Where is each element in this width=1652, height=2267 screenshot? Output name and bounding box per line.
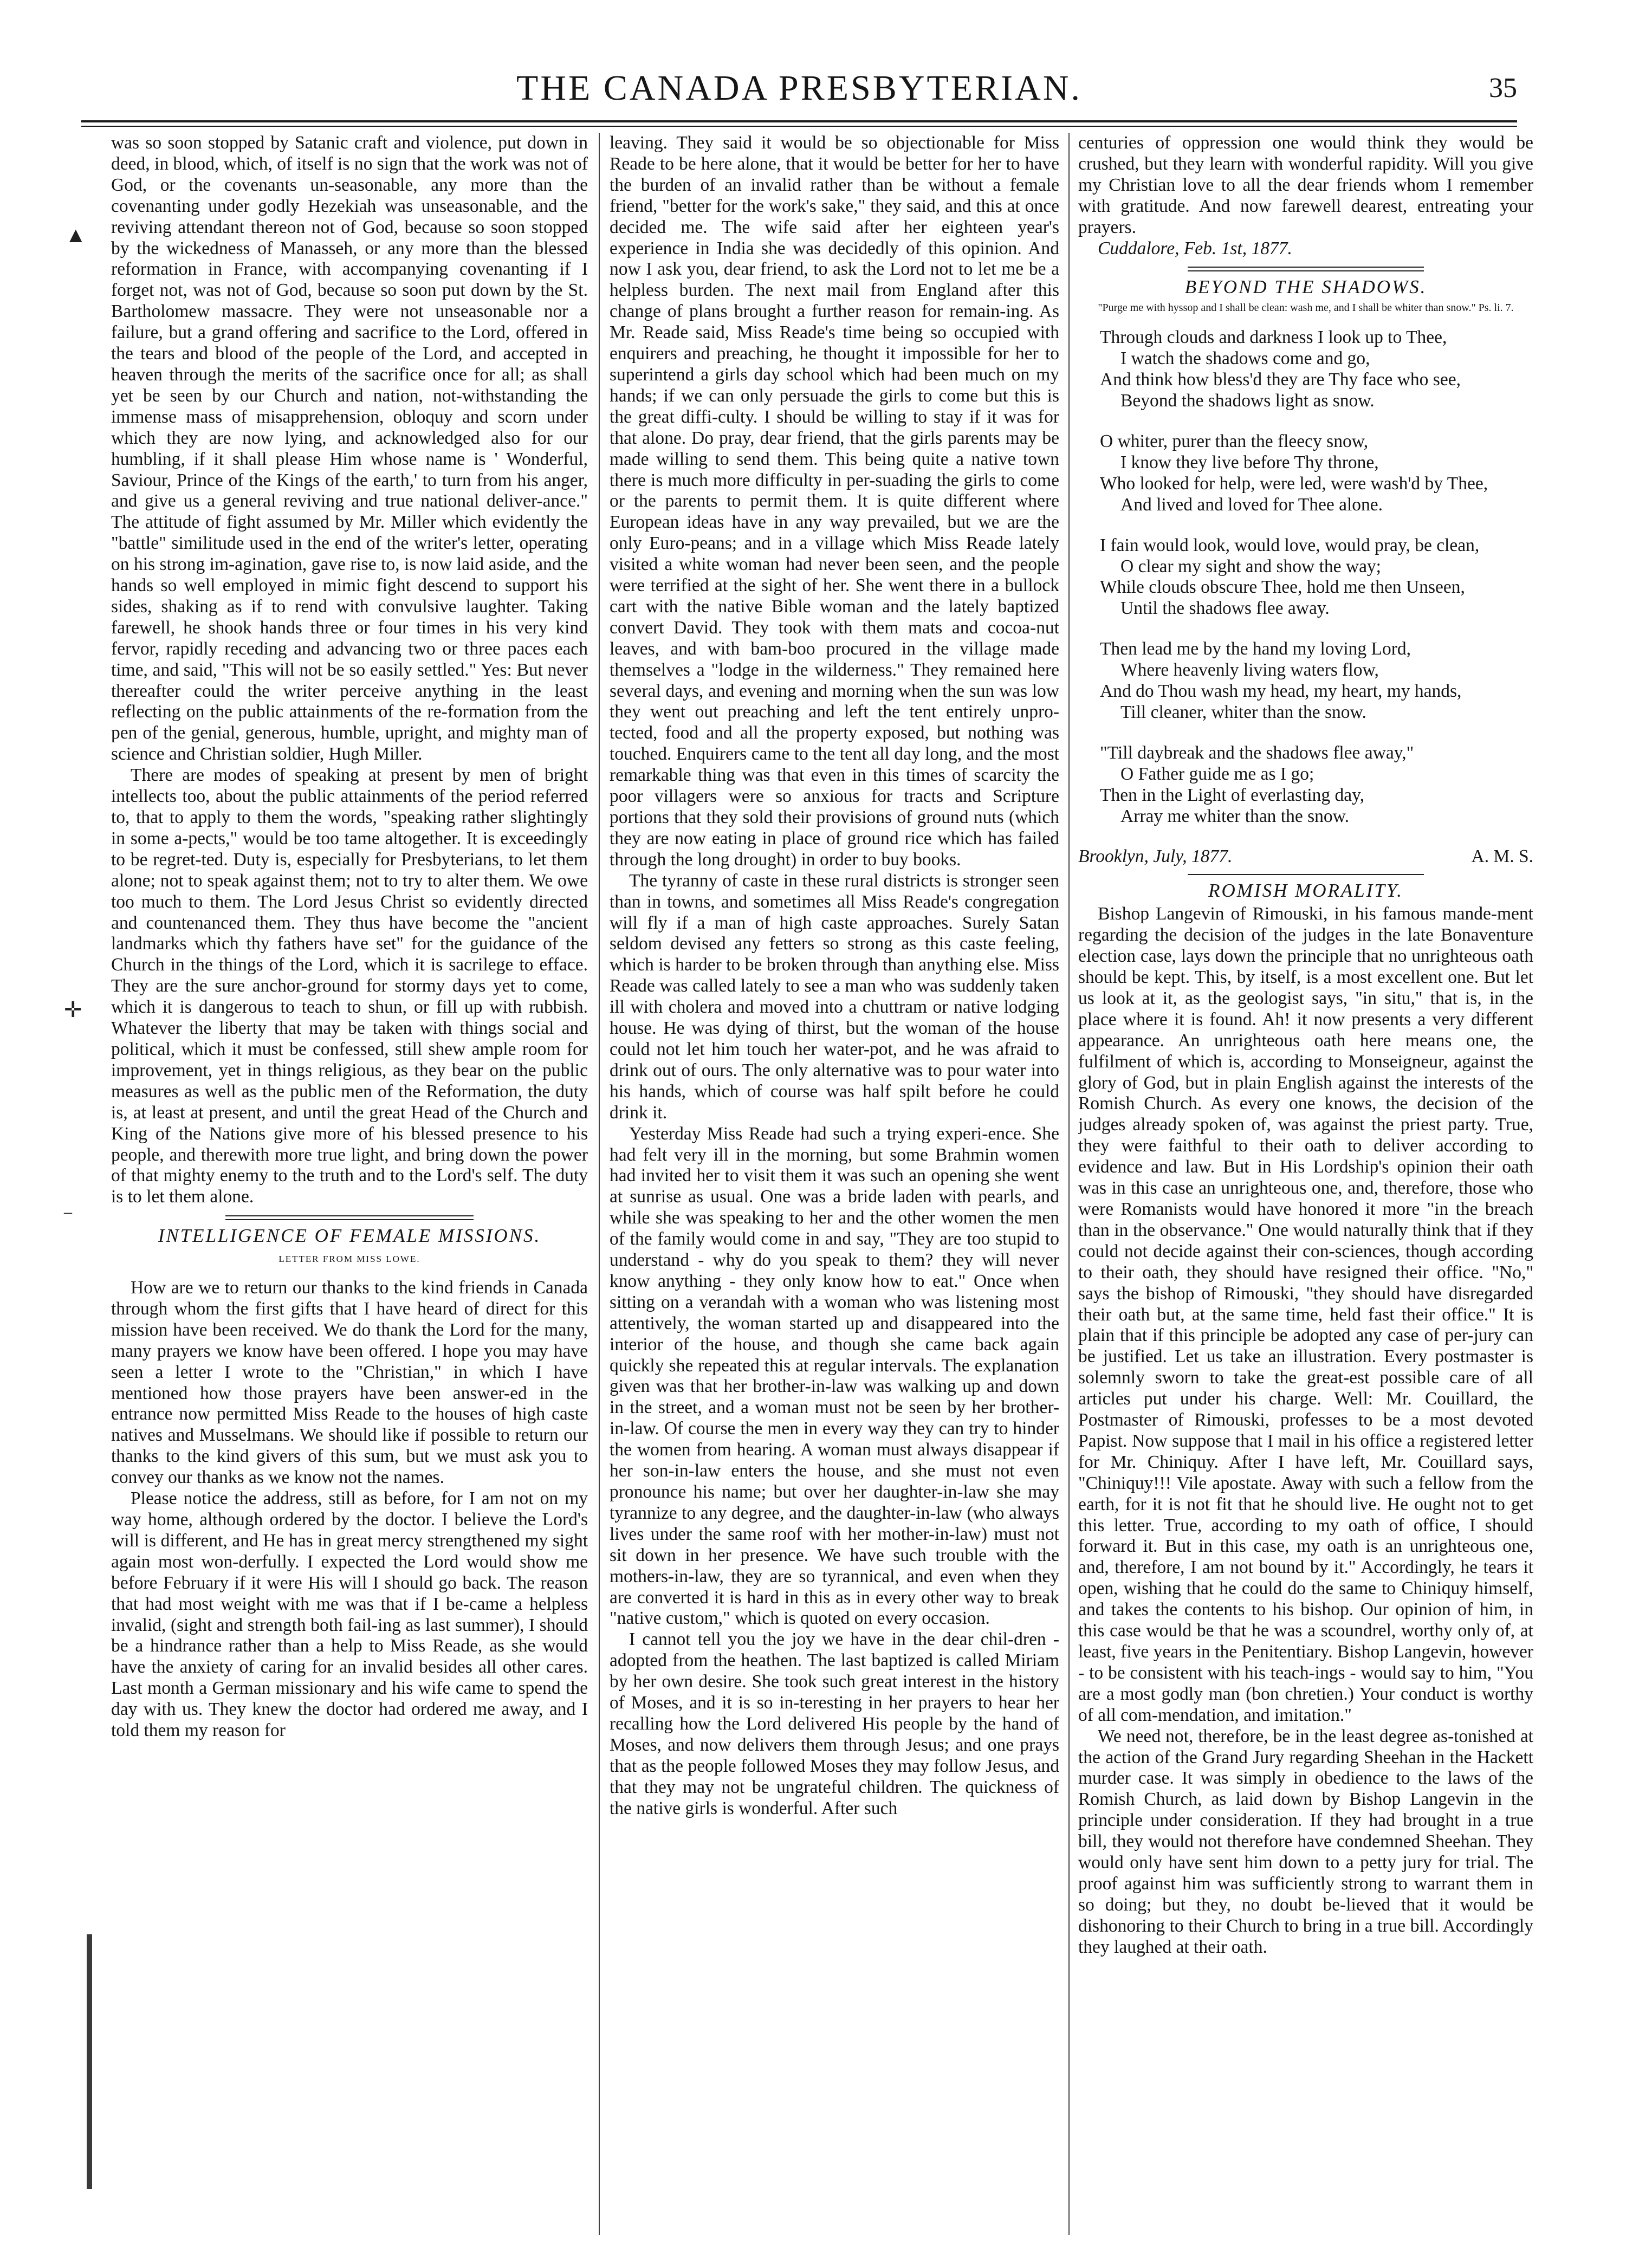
poem-line: Then in the Light of everlasting day, [1100,785,1365,805]
column-divider-1 [599,133,600,2235]
poem-title: BEYOND THE SHADOWS. [1184,276,1427,298]
header-rule-bottom [81,126,1517,127]
poem-place-date: Brooklyn, July, 1877. [1078,846,1233,867]
letter-closing: centuries of oppression one would think they would be crushed, but they learn with wonderful rapidity. Will you give my Christian love to all the dear friends whom I remember with gratitude. And now farewell dearest, entreating your prayers. [1078,133,1533,237]
poem-stanza [1100,743,1533,827]
poem-signoff [1078,846,1533,867]
masthead-title: THE CANADA PRESBYTERIAN. [516,68,1082,108]
letter-paragraph: How are we to return our thanks to the kind friends in Canada through whom the first gifts that I have heard of direct for this mission have been received. We do thank the Lord for the many, many prayers we know have been offered. I hope you may have seen a letter I wrote to the "Christian," in which I have mentioned how those prayers have been answer-ed in the entrance now permitted Miss Reade to the houses of high caste natives and Musselmans. We should like if possible to return our thanks to the kind givers of this sum, but we must ask you to convey our thanks as we know not the names. [111,1278,588,1488]
letter-dateline: Cuddalore, Feb. 1st, 1877. [1098,238,1292,258]
poem-line: While clouds obscure Thee, hold me then Unseen, [1100,577,1465,598]
letter-paragraph: Please notice the address, still as before, for I am not on my way home, although ordered by the doctor. I believe the Lord's will is different, and He has in great mercy strengthened my sight again most won-derfully. I expected the Lord would show me before February if it were His will I should go back. The reason that had most weight with me was that if I be-came a helpless invalid, (sight and strength both fail-ing as last summer), I should be a hindrance rather than a help to Miss Reade, as she would have the anxiety of caring for an invalid besides all other cares. Last month a German missionary and his wife came to spend the day with us. They knew the doctor had ordered me away, and I told them my reason for [111,1488,588,1741]
header-rule-top [81,120,1517,122]
scan-edge-mark [87,1934,92,2189]
section-rule [1188,267,1424,271]
letter-paragraph: I cannot tell you the joy we have in the dear chil-dren - adopted from the heathen. The last baptized is called Miriam by her own desire. She took such great interest in the history of Moses, and it is so in-teresting in her prayers to hear her recalling how the Lord delivered His people by the hand of Moses, and now delivers them through Jesus; and one prays that as the people followed Moses they may follow Jesus, and that they may not be ungrateful children. The quickness of the native girls is wonderful. After such [610,1629,1059,1818]
poem-line: Till cleaner, whiter than the snow. [1120,702,1366,722]
section-title-female-missions: INTELLIGENCE OF FEMALE MISSIONS. [158,1225,541,1247]
poem-line: O clear my sight and show the way; [1120,556,1381,577]
section-rule [1188,874,1424,875]
poem-line: I fain would look, would love, would pray, be clean, [1100,535,1480,555]
poem-line: I watch the shadows come and go, [1120,348,1370,369]
poem-line: Through clouds and darkness I look up to Thee, [1100,327,1447,348]
letter-subtitle: LETTER FROM MISS LOWE. [278,1254,420,1265]
margin-arrow-mark: ▲ [65,223,87,247]
poem-line: I know they live before Thy throne, [1120,452,1379,472]
poem-line: "Till daybreak and the shadows flee away," [1100,742,1414,763]
poem-stanza [1100,535,1533,620]
poem-line: Until the shadows flee away. [1120,598,1330,619]
poem-stanza [1100,327,1533,412]
column-2 [610,133,1059,2240]
poem-author: A. M. S. [1471,846,1533,867]
margin-dash-mark: – [64,1203,72,1221]
margin-cross-mark: ✛ [64,998,82,1022]
letter-paragraph: Yesterday Miss Reade had such a trying experi-ence. She had felt very ill in the morning, but some Brahmin women had invited her to visit them it was such an opening she went at sunrise as usual. One was a bride laden with pearls, and while she was speaking to her and the other women the men of the family would come in and say, "They are too stupid to understand - why do you speak to them? they will never know anything - they only know how to eat." Once when sitting on a verandah with a woman who was listening most attentively, the woman started up and disappeared into the interior of the house, and though she came back again quickly she repeated this at regular intervals. The explanation given was that her brother-in-law was walking up and down in the street, and a woman must not be seen by her brother-in-law. Of course the men in every way they can try to hinder the women from hearing. A woman must always disappear if her son-in-law enters the house, and she must not even pronounce his name; but over her daughter-in-law she may tyrannize to any degree, and the daughter-in-law (who always lives under the same roof with her mother-in-law) must not sit down in her presence. We have such trouble with the mothers-in-law, they are so tyrannical, and even when they are converted it is hard in this as in every other way to break "native custom," which is quoted on every occasion. [610,1123,1059,1629]
page-header [81,68,1517,116]
poem-epigraph: "Purge me with hyssop and I shall be clean: wash me, and I shall be whiter than snow." Ps. li. 7. [1098,302,1514,314]
column-1 [111,133,588,2240]
letter-paragraph: The tyranny of caste in these rural districts is stronger seen than in towns, and sometimes all Miss Reade's congregation will fly if a man of high caste approaches. Surely Satan seldom devised any fetters so strong as this caste feeling, which is harder to be broken through than anything else. Miss Reade was called lately to see a man who was suddenly taken ill with cholera and moved into a chuttram or native lodging house. He was dying of thirst, but the woman of the house could not let him touch her water-pot, and he was afraid to drink out of ours. The only alternative was to pour water into his hands, which of course was half spilt before he could drink it. [610,870,1059,1123]
article-paragraph: was so soon stopped by Satanic craft and violence, put down in deed, in blood, which, of itself is no sign that the work was not of God, or the covenants un-seasonable, any more than the covenanting under godly Hezekiah was unseasonable, and the reviving attendant thereon not of God, because so soon stopped by the wickedness of Manasseh, or any more than the blessed reformation in France, with accompanying covenanting if I forget not, was not of God, because so soon put down by the St. Bartholomew massacre. They were not unseasonable nor a failure, but a grand offering and sacrifice to the Lord, offered in the tears and blood of the people of the Lord, and accepted in heaven through the merits of the sacrifice once for all; as shall yet be seen by our Church and nation, not-withstanding the immense mass of misapprehension, obloquy and scorn under which they are now lying, and acknowledged also for our humbling, if it shall please Him whose name is ' Wonderful, Saviour, Prince of the Kings of the earth,' to turn from his anger, and give us a general reviving and true national deliver-ance." The attitude of fight assumed by Mr. Miller which evidently the "battle" similitude used in the end of the writer's letter, operating on his strong im-agination, gave rise to, is now laid aside, and the hands so well employed in mimic fight descend to support his sides, shaking as if to rend with convulsive laughter. Taking farewell, he shook hands three or four times in his very kind fervor, rapidly receding and advancing two or three paces each time, and said, "This will not be so easily settled." Yes: But never thereafter could the writer perceive anything in the least reflecting on the public attainments of the re-formation from the pen of the genial, generous, humble, upright, and mighty man of science and Christian soldier, Hugh Miller. [111,133,588,765]
poem-line: Where heavenly living waters flow, [1120,660,1379,681]
poem-line: And do Thou wash my head, my heart, my hands, [1100,681,1462,702]
poem-line: Array me whiter than the snow. [1120,806,1350,826]
poem [1078,327,1533,827]
article-paragraph: Bishop Langevin of Rimouski, in his famous mande-ment regarding the decision of the judges in the late Bonaventure election case, lays down the principle that no unrighteous oath should be kept. This, by itself, is a most excellent one. But let us look at it, as the geologist says, "in situ," that is, in the place where it is found. Ah! it now presents a very different appearance. An unrighteous oath here means one, the fulfilment of which is, according to Monseigneur, against the glory of God, but in plain English against the interests of the Romish Church. As every one knows, the decision of the judges already spoken of, was against the priest party. True, they were faithful to their oath to deliver according to evidence and law. But in His Lordship's opinion their oath was in this case an unrighteous one, and, therefore, those who were Romanists would have honored it more "in the breach than in the observance." One would naturally think that if they could not decide against their con-sciences, though according to their oath, they should have resigned their office. "No," says the bishop of Rimouski, "they should have disregarded their oath but, at the same time, held fast their office." It is plain that if this principle be adopted any case of per-jury can be justified. Let us take an illustration. Every postmaster is solemnly sworn to take the great-est possible care of all articles put under his charge. Well: Mr. Couillard, the Postmaster of Rimouski, professes to be a most devoted Papist. Now suppose that I mail in his office a registered letter for Mr. Chiniquy. After I have left, Mr. Couillard says, "Chiniquy!!! Vile apostate. Away with such a fellow from the earth, for it is not fit that he should live. He ought not to get this letter. True, according to my oath of office, I should forward it. But in this case, my oath is an unrighteous one, and, therefore, I am not bound by it." Accordingly, he tears it open, wishing that he could do the same to Chiniquy himself, and takes the contents to his bishop. Our opinion of him, in this case would be that he was a scoundrel, worthy only of, at least, five years in the Penitentiary. Bishop Langevin, however - to be consistent with his teach-ings - would say to him, "You are a most godly man (bon chretien.) Your conduct is worthy of all com-mendation, and imitation." [1078,904,1533,1725]
poem-stanza [1100,431,1533,516]
poem-line: O whiter, purer than the fleecy snow, [1100,431,1369,451]
poem-line: And lived and loved for Thee alone. [1120,494,1383,515]
column-3 [1078,133,1533,2240]
poem-line: O Father guide me as I go; [1120,763,1314,784]
page-number: 35 [1489,73,1517,103]
article-paragraph: There are modes of speaking at present by men of bright intellects too, about the public attainments of the period referred to, that to apply to them the words, "speaking rather slightingly in some a-pects," would be too tame altogether. It is exceedingly to be regret-ted. Duty is, especially for Presbyterians, to let them alone; not to speak against them; not to try to alter them. We owe too much to them. The Lord Jesus Christ so evidently directed and countenanced them. They thus have become the "ancient landmarks which thy fathers have set" for the guidance of the Church in the things of the Lord, which it is sacrilege to efface. They are the sure anchor-ground for stormy days yet to come, which it is dangerous to teach to shun, or fill up with rubbish. Whatever the liberty that may be taken with things social and political, which it must be confessed, still shew ample room for improvement, yet in things religious, as they bear on the public measures as well as the public men of the Reformation, the duty is, at least at present, and until the great Head of the Church and King of the Nations give more of his blessed presence to his people, and therewith more true light, and bring down the power of that mighty enemy to the truth and to the Lord's self. The duty is to let them alone. [111,765,588,1207]
poem-line: Then lead me by the hand my loving Lord, [1100,639,1411,659]
poem-line: Who looked for help, were led, were wash'd by Thee, [1100,473,1488,494]
letter-paragraph: leaving. They said it would be so objectionable for Miss Reade to be here alone, that it would be better for her to have the burden of an invalid rather than be without a female friend, "better for the work's sake," they said, and this at once decided me. The wife said after her eighteen year's experience in India she was decidedly of this opinion. And now I ask you, dear friend, to ask the Lord not to let me be a helpless burden. The next mail from England after this change of plans brought a further reason for remain-ing. As Mr. Reade said, Miss Reade's time being so occupied with enquirers and preaching, he thought it impossible for her to superintend a girls day school which had been much on my hands; if we can only persuade the girls to come but this is the great diffi-culty. I should be willing to stay if it was for that alone. Do pray, dear friend, that the girls parents may be made willing to send them. This being quite a native town there is much more difficulty in per-suading the girls to come or the parents to permit them. It is quite different where European ideas have in any way prevailed, but we are the only Euro-peans; and in a village which Miss Reade lately visited a white woman had never been seen, and the people were terrified at the sight of her. She went there in a bullock cart with the native Bible woman and the lately baptized convert David. They took with them mats and cocoa-nut leaves, and with bam-boo procured in the village made themselves a "lodge in the wilderness." They remained here several days, and evening and morning when the sun was low they went out preaching and left the tent entirely unpro-tected, food and all the property exposed, but nothing was touched. Enquirers came to the tent all day long, and the most remarkable thing was that even in this times of scarcity the poor villagers were so anxious for tracts and Scripture portions that they sold their provisions of ground nuts (which they are now eating in place of ground rice which has failed through the long drought) in order to buy books. [610,133,1059,870]
article-title-romish-morality: ROMISH MORALITY. [1208,880,1403,902]
poem-stanza [1100,639,1533,723]
article-paragraph: We need not, therefore, be in the least degree as-tonished at the action of the Grand Jury regarding Sheehan in the Hackett murder case. It was simply in obedience to the laws of the Romish Church, as laid down by Bishop Langevin in the principle under consideration. If they had brought in a true bill, they would not therefore have condemned Sheehan. They would only have sent him down to a petty jury for trial. The proof against him was sufficiently strong to warrant them in so doing; but they, no doubt be-lieved that it would be dishonoring to their Church to bring in a true bill. Accordingly they laughed at their oath. [1078,1726,1533,1957]
poem-line: Beyond the shadows light as snow. [1120,391,1375,411]
poem-line: And think how bless'd they are Thy face who see, [1100,370,1461,390]
section-rule [225,1215,474,1220]
column-divider-2 [1068,133,1070,2235]
